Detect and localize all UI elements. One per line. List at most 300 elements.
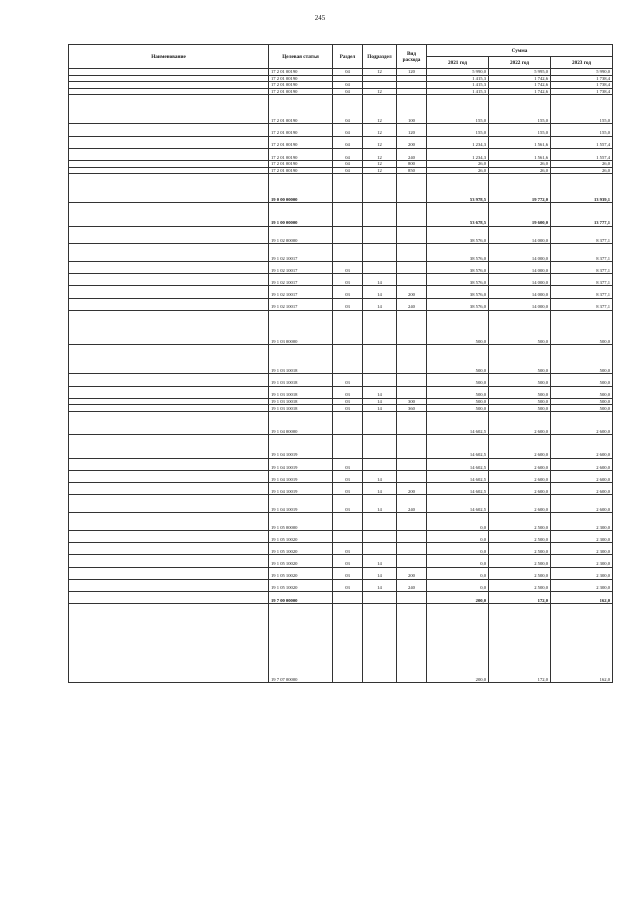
row-sum-2021: 38 576,0 <box>427 262 489 274</box>
table-row <box>69 412 613 435</box>
row-sum-2023: 2 600,0 <box>551 412 613 435</box>
row-section: 04 <box>333 88 363 95</box>
row-target-code: 19 1 02 10017 <box>269 262 333 274</box>
row-section <box>333 530 363 542</box>
table-row <box>69 167 613 174</box>
row-name <box>69 543 269 555</box>
table-row <box>69 435 613 458</box>
row-section: 03 <box>333 386 363 398</box>
row-expense-kind: 200 <box>397 483 427 495</box>
row-sum-2023: 1 557,4 <box>551 148 613 160</box>
row-name <box>69 244 269 262</box>
row-sum-2023: 1 738,4 <box>551 82 613 89</box>
row-sum-2021: 14 602,5 <box>427 435 489 458</box>
table-row <box>69 567 613 579</box>
row-section: 03 <box>333 567 363 579</box>
row-sum-2021: 1 415,3 <box>427 75 489 82</box>
row-section <box>333 244 363 262</box>
row-subsection: 12 <box>363 88 397 95</box>
row-section <box>333 435 363 458</box>
table-row <box>69 579 613 591</box>
row-expense-kind: 240 <box>397 298 427 310</box>
row-target-code: 19 1 04 10019 <box>269 483 333 495</box>
row-name <box>69 148 269 160</box>
table-row <box>69 513 613 531</box>
row-sum-2021: 5 990,0 <box>427 69 489 76</box>
row-target-code: 17 2 01 00190 <box>269 75 333 82</box>
row-section <box>333 203 363 226</box>
row-target-code: 19 1 04 10019 <box>269 470 333 482</box>
table-row <box>69 374 613 386</box>
row-target-code: 19 7 07 00000 <box>269 604 333 683</box>
row-name <box>69 298 269 310</box>
row-sum-2022: 14 000,0 <box>489 226 551 244</box>
row-target-code: 19 1 02 10017 <box>269 274 333 286</box>
header-sum: Сумма <box>427 45 613 57</box>
row-expense-kind <box>397 386 427 398</box>
table-row <box>69 136 613 148</box>
table-row <box>69 160 613 167</box>
row-name <box>69 412 269 435</box>
row-sum-2023: 2 600,0 <box>551 435 613 458</box>
row-target-code: 19 1 05 10020 <box>269 555 333 567</box>
row-subsection: 14 <box>363 274 397 286</box>
row-sum-2022: 1 742,6 <box>489 82 551 89</box>
row-target-code: 19 1 02 10017 <box>269 298 333 310</box>
row-name <box>69 88 269 95</box>
row-sum-2021: 200,0 <box>427 604 489 683</box>
row-sum-2021: 0,0 <box>427 543 489 555</box>
row-sum-2022: 500,0 <box>489 386 551 398</box>
header-year-2021: 2021 год <box>427 57 489 69</box>
row-name <box>69 604 269 683</box>
row-section: 04 <box>333 136 363 148</box>
row-sum-2022: 2 500,0 <box>489 555 551 567</box>
row-name <box>69 226 269 244</box>
row-name <box>69 167 269 174</box>
table-row <box>69 82 613 89</box>
row-sum-2022: 1 742,6 <box>489 88 551 95</box>
row-sum-2022: 1 742,6 <box>489 75 551 82</box>
row-sum-2023: 500,0 <box>551 374 613 386</box>
table-row <box>69 530 613 542</box>
row-subsection: 12 <box>363 167 397 174</box>
row-sum-2023: 13 777,1 <box>551 203 613 226</box>
row-name <box>69 567 269 579</box>
row-section: 03 <box>333 405 363 412</box>
row-sum-2021: 0,0 <box>427 555 489 567</box>
row-expense-kind <box>397 470 427 482</box>
table-row <box>69 88 613 95</box>
row-target-code: 19 0 00 00000 <box>269 174 333 203</box>
row-section: 03 <box>333 286 363 298</box>
row-sum-2022: 500,0 <box>489 374 551 386</box>
row-target-code: 17 2 01 00190 <box>269 95 333 124</box>
row-subsection <box>363 604 397 683</box>
row-section: 03 <box>333 298 363 310</box>
row-section: 03 <box>333 495 363 513</box>
row-sum-2022: 1 561,6 <box>489 148 551 160</box>
header-name: Наименование <box>69 45 269 69</box>
table-row <box>69 458 613 470</box>
row-name <box>69 398 269 405</box>
row-sum-2023: 5 990,0 <box>551 69 613 76</box>
row-sum-2022: 2 600,0 <box>489 458 551 470</box>
row-name <box>69 174 269 203</box>
row-sum-2023: 1 738,4 <box>551 75 613 82</box>
row-sum-2022: 2 600,0 <box>489 435 551 458</box>
row-target-code: 17 2 01 00190 <box>269 82 333 89</box>
row-section <box>333 604 363 683</box>
row-name <box>69 160 269 167</box>
table-row <box>69 405 613 412</box>
row-sum-2022: 14 000,0 <box>489 274 551 286</box>
row-subsection <box>363 591 397 603</box>
row-subsection: 12 <box>363 136 397 148</box>
row-target-code: 19 1 04 10019 <box>269 495 333 513</box>
row-sum-2022: 2 600,0 <box>489 495 551 513</box>
row-sum-2021: 500,0 <box>427 386 489 398</box>
row-sum-2022: 2 500,0 <box>489 579 551 591</box>
row-expense-kind <box>397 412 427 435</box>
row-sum-2023: 8 377,1 <box>551 298 613 310</box>
row-name <box>69 458 269 470</box>
row-subsection: 12 <box>363 95 397 124</box>
row-name <box>69 513 269 531</box>
row-subsection: 12 <box>363 148 397 160</box>
row-expense-kind: 240 <box>397 579 427 591</box>
row-sum-2022: 5 995,0 <box>489 69 551 76</box>
row-sum-2023: 26,0 <box>551 160 613 167</box>
table-row <box>69 95 613 124</box>
row-section <box>333 513 363 531</box>
row-subsection <box>363 435 397 458</box>
row-sum-2022: 2 500,0 <box>489 530 551 542</box>
row-expense-kind <box>397 82 427 89</box>
row-sum-2021: 38 576,0 <box>427 226 489 244</box>
row-target-code: 19 1 03 00000 <box>269 310 333 345</box>
row-subsection: 14 <box>363 386 397 398</box>
row-subsection <box>363 543 397 555</box>
row-name <box>69 203 269 226</box>
row-sum-2021: 1 415,3 <box>427 88 489 95</box>
row-target-code: 19 1 05 00000 <box>269 513 333 531</box>
row-sum-2022: 2 500,0 <box>489 513 551 531</box>
header-year-2022: 2022 год <box>489 57 551 69</box>
row-sum-2023: 500,0 <box>551 345 613 374</box>
row-expense-kind: 240 <box>397 495 427 513</box>
row-expense-kind <box>397 203 427 226</box>
table-row <box>69 398 613 405</box>
row-name <box>69 75 269 82</box>
row-section: 03 <box>333 274 363 286</box>
row-subsection <box>363 244 397 262</box>
row-sum-2023: 1 738,4 <box>551 88 613 95</box>
row-target-code: 19 1 03 10018 <box>269 374 333 386</box>
row-sum-2022: 1 561,6 <box>489 136 551 148</box>
row-section: 04 <box>333 95 363 124</box>
row-section: 03 <box>333 483 363 495</box>
table-row <box>69 286 613 298</box>
table-row <box>69 75 613 82</box>
row-sum-2023: 500,0 <box>551 386 613 398</box>
table-row <box>69 226 613 244</box>
row-sum-2021: 14 602,5 <box>427 470 489 482</box>
row-name <box>69 591 269 603</box>
row-name <box>69 274 269 286</box>
row-section: 04 <box>333 148 363 160</box>
row-target-code: 19 1 04 00000 <box>269 412 333 435</box>
row-sum-2023: 155,0 <box>551 124 613 136</box>
header-target-article: Целевая статья <box>269 45 333 69</box>
row-section <box>333 412 363 435</box>
row-expense-kind <box>397 244 427 262</box>
header-subsection: Подраздел <box>363 45 397 69</box>
row-expense-kind <box>397 75 427 82</box>
table-row <box>69 495 613 513</box>
row-expense-kind <box>397 435 427 458</box>
row-sum-2023: 500,0 <box>551 310 613 345</box>
row-name <box>69 69 269 76</box>
table-row <box>69 174 613 203</box>
row-sum-2021: 0,0 <box>427 567 489 579</box>
row-name <box>69 386 269 398</box>
row-sum-2022: 172,0 <box>489 591 551 603</box>
table-row <box>69 69 613 76</box>
row-name <box>69 530 269 542</box>
row-sum-2022: 26,0 <box>489 167 551 174</box>
row-section: 03 <box>333 470 363 482</box>
row-subsection <box>363 458 397 470</box>
row-sum-2022: 500,0 <box>489 398 551 405</box>
row-expense-kind: 800 <box>397 160 427 167</box>
row-expense-kind: 100 <box>397 95 427 124</box>
row-target-code: 19 1 05 10020 <box>269 530 333 542</box>
row-sum-2023: 1 557,4 <box>551 136 613 148</box>
row-subsection <box>363 345 397 374</box>
row-name <box>69 483 269 495</box>
row-sum-2023: 8 377,1 <box>551 226 613 244</box>
row-expense-kind: 200 <box>397 286 427 298</box>
table-row <box>69 244 613 262</box>
row-name <box>69 286 269 298</box>
row-sum-2021: 500,0 <box>427 374 489 386</box>
row-sum-2021: 14 602,5 <box>427 412 489 435</box>
row-expense-kind <box>397 274 427 286</box>
row-subsection: 14 <box>363 483 397 495</box>
row-target-code: 19 1 03 10018 <box>269 386 333 398</box>
row-section <box>333 174 363 203</box>
row-target-code: 17 2 01 00190 <box>269 167 333 174</box>
row-sum-2022: 14 000,0 <box>489 262 551 274</box>
row-expense-kind <box>397 310 427 345</box>
row-sum-2023: 162,0 <box>551 604 613 683</box>
table-row <box>69 148 613 160</box>
row-subsection <box>363 310 397 345</box>
row-sum-2023: 2 300,0 <box>551 567 613 579</box>
table-row <box>69 124 613 136</box>
row-name <box>69 310 269 345</box>
row-section <box>333 310 363 345</box>
row-sum-2023: 162,0 <box>551 591 613 603</box>
row-sum-2023: 13 939,1 <box>551 174 613 203</box>
table-row <box>69 203 613 226</box>
row-target-code: 17 2 01 00190 <box>269 69 333 76</box>
row-name <box>69 345 269 374</box>
row-subsection: 14 <box>363 567 397 579</box>
row-name <box>69 262 269 274</box>
row-sum-2021: 53 978,5 <box>427 174 489 203</box>
row-section: 04 <box>333 82 363 89</box>
row-expense-kind <box>397 345 427 374</box>
row-section: 04 <box>333 69 363 76</box>
row-sum-2021: 500,0 <box>427 310 489 345</box>
row-expense-kind <box>397 513 427 531</box>
row-subsection: 14 <box>363 495 397 513</box>
row-target-code: 17 2 01 00190 <box>269 160 333 167</box>
row-subsection: 14 <box>363 405 397 412</box>
row-target-code: 19 7 00 00000 <box>269 591 333 603</box>
row-sum-2021: 155,0 <box>427 95 489 124</box>
row-subsection <box>363 513 397 531</box>
row-sum-2023: 155,0 <box>551 95 613 124</box>
row-name <box>69 95 269 124</box>
row-sum-2021: 14 602,5 <box>427 483 489 495</box>
row-subsection: 12 <box>363 124 397 136</box>
row-sum-2022: 155,0 <box>489 124 551 136</box>
row-sum-2023: 2 300,0 <box>551 543 613 555</box>
row-section <box>333 226 363 244</box>
header-year-2023: 2023 год <box>551 57 613 69</box>
row-target-code: 19 1 05 10020 <box>269 579 333 591</box>
row-sum-2023: 500,0 <box>551 398 613 405</box>
row-sum-2021: 1 234,3 <box>427 148 489 160</box>
row-name <box>69 495 269 513</box>
row-expense-kind <box>397 555 427 567</box>
row-subsection <box>363 82 397 89</box>
row-subsection <box>363 75 397 82</box>
row-target-code: 19 1 05 10020 <box>269 567 333 579</box>
table-row <box>69 470 613 482</box>
row-subsection <box>363 262 397 274</box>
row-name <box>69 124 269 136</box>
row-sum-2021: 155,0 <box>427 124 489 136</box>
table-row <box>69 345 613 374</box>
table-row <box>69 483 613 495</box>
row-sum-2021: 38 576,0 <box>427 298 489 310</box>
row-target-code: 17 2 01 00190 <box>269 136 333 148</box>
row-expense-kind: 200 <box>397 136 427 148</box>
row-sum-2023: 2 600,0 <box>551 458 613 470</box>
row-name <box>69 555 269 567</box>
row-target-code: 19 1 05 10020 <box>269 543 333 555</box>
row-sum-2023: 500,0 <box>551 405 613 412</box>
row-name <box>69 405 269 412</box>
row-section <box>333 345 363 374</box>
row-expense-kind <box>397 262 427 274</box>
row-sum-2022: 14 000,0 <box>489 286 551 298</box>
row-expense-kind <box>397 88 427 95</box>
row-sum-2022: 2 600,0 <box>489 483 551 495</box>
row-target-code: 17 2 01 00190 <box>269 88 333 95</box>
row-expense-kind <box>397 604 427 683</box>
row-sum-2023: 2 300,0 <box>551 579 613 591</box>
row-sum-2021: 500,0 <box>427 405 489 412</box>
row-target-code: 19 1 04 10019 <box>269 435 333 458</box>
row-sum-2022: 500,0 <box>489 310 551 345</box>
row-sum-2021: 26,0 <box>427 167 489 174</box>
header-expense-kind: Вид расхода <box>397 45 427 69</box>
row-expense-kind: 850 <box>397 167 427 174</box>
row-target-code: 19 1 03 10018 <box>269 398 333 405</box>
row-sum-2021: 0,0 <box>427 579 489 591</box>
header-section: Раздел <box>333 45 363 69</box>
row-sum-2023: 8 377,1 <box>551 286 613 298</box>
row-sum-2021: 0,0 <box>427 513 489 531</box>
row-subsection <box>363 530 397 542</box>
row-expense-kind <box>397 226 427 244</box>
table-row <box>69 310 613 345</box>
budget-table <box>68 44 613 683</box>
row-expense-kind <box>397 591 427 603</box>
row-target-code: 19 1 02 00000 <box>269 226 333 244</box>
row-sum-2021: 53 678,5 <box>427 203 489 226</box>
row-sum-2023: 2 600,0 <box>551 483 613 495</box>
row-sum-2023: 8 377,1 <box>551 262 613 274</box>
row-sum-2022: 19 600,0 <box>489 203 551 226</box>
row-sum-2021: 38 576,0 <box>427 274 489 286</box>
row-sum-2021: 14 602,5 <box>427 458 489 470</box>
row-expense-kind <box>397 530 427 542</box>
row-section: 04 <box>333 167 363 174</box>
row-target-code: 17 2 01 00190 <box>269 124 333 136</box>
row-name <box>69 374 269 386</box>
row-expense-kind: 120 <box>397 124 427 136</box>
row-target-code: 19 1 02 10017 <box>269 286 333 298</box>
row-subsection <box>363 203 397 226</box>
table-row <box>69 274 613 286</box>
row-sum-2023: 2 300,0 <box>551 513 613 531</box>
row-name <box>69 136 269 148</box>
row-section <box>333 591 363 603</box>
row-subsection: 14 <box>363 286 397 298</box>
table-row <box>69 298 613 310</box>
row-sum-2022: 2 500,0 <box>489 543 551 555</box>
row-sum-2022: 172,0 <box>489 604 551 683</box>
row-subsection: 14 <box>363 398 397 405</box>
row-section: 03 <box>333 262 363 274</box>
row-sum-2021: 500,0 <box>427 398 489 405</box>
table-row <box>69 262 613 274</box>
row-subsection: 14 <box>363 555 397 567</box>
row-name <box>69 82 269 89</box>
row-subsection <box>363 412 397 435</box>
table-body <box>69 69 613 683</box>
row-name <box>69 435 269 458</box>
row-subsection <box>363 374 397 386</box>
row-sum-2021: 500,0 <box>427 345 489 374</box>
row-subsection: 14 <box>363 579 397 591</box>
table-row <box>69 591 613 603</box>
row-expense-kind: 200 <box>397 567 427 579</box>
row-sum-2021: 38 576,0 <box>427 244 489 262</box>
row-expense-kind <box>397 374 427 386</box>
row-sum-2021: 0,0 <box>427 530 489 542</box>
row-target-code: 17 2 01 00190 <box>269 148 333 160</box>
table-row <box>69 555 613 567</box>
row-section: 03 <box>333 555 363 567</box>
table-row <box>69 386 613 398</box>
